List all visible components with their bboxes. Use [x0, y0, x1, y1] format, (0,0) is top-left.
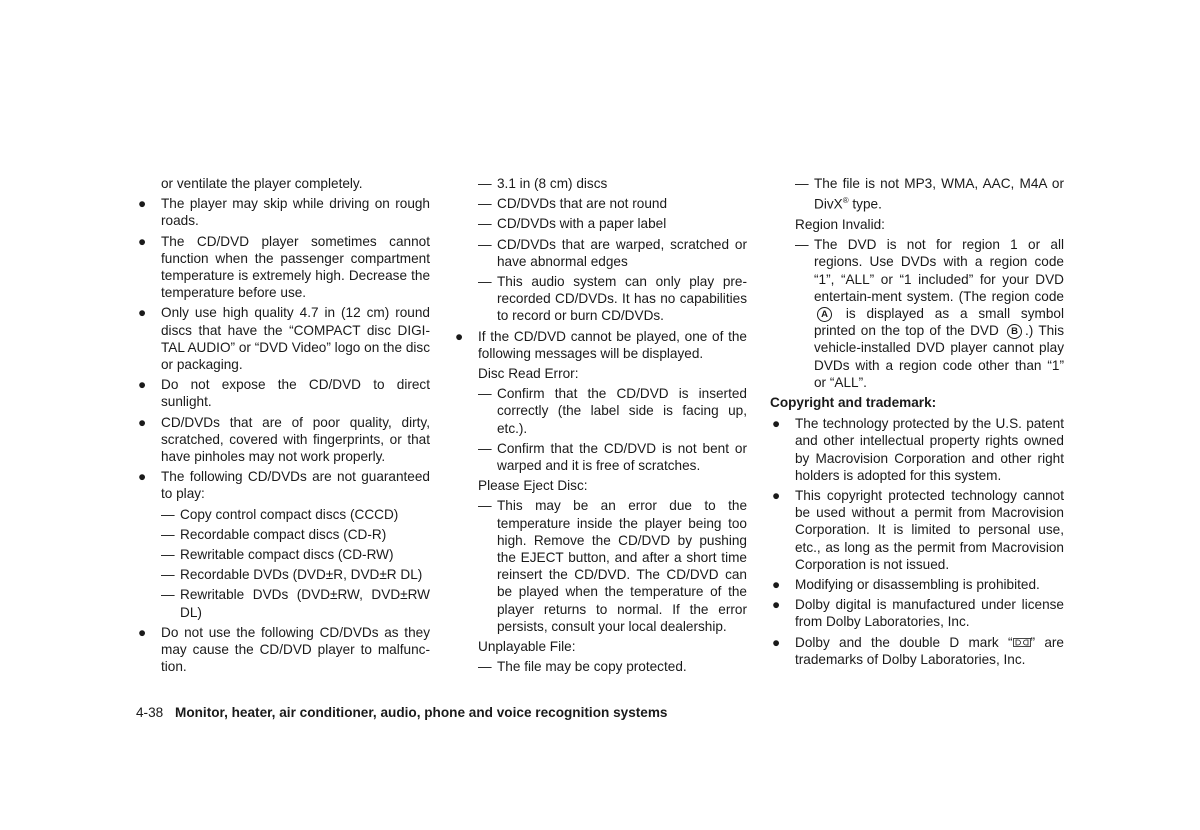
dash-icon: — [161, 587, 175, 603]
dash-text: CD/DVDs with a paper label [497, 216, 667, 232]
column-1 [136, 175, 430, 678]
bullet-item [770, 576, 1064, 593]
dash-text-tail: type. [848, 196, 882, 212]
bullet-item [136, 468, 430, 502]
dash-icon: — [161, 526, 175, 542]
bullet-icon: ● [138, 305, 147, 321]
dash-text: .) This vehicle-installed DVD player cannot play DVDs with a region code other than “1” or “ALL”. [814, 323, 1064, 390]
dash-item [161, 566, 430, 583]
dash-item [478, 175, 747, 192]
dash-text: Confirm that the CD/DVD is not bent or warped and it is free of scratches. [497, 440, 747, 474]
bullet-icon: ● [772, 597, 781, 613]
bullet-icon: ● [455, 328, 464, 344]
dash-text: The DVD is not for region 1 or all regions. Use DVDs with a region code “1”, “ALL” or “1 included” for your DVD entertain-ment system. (The region code [814, 237, 1064, 304]
section-heading: Copyright and trademark: [770, 394, 937, 410]
bullet-icon: ● [772, 487, 781, 503]
bullet-text: Only use high quality 4.7 in (12 cm) round discs that have the “COMPACT disc DIGI-TAL AUDIO” or “DVD Video” logo on the disc or packaging. [161, 305, 430, 373]
dash-item [478, 497, 747, 635]
dash-item [478, 215, 747, 232]
registered-mark: ® [842, 196, 849, 206]
dash-item [161, 586, 430, 620]
dash-icon: — [161, 506, 175, 522]
message-label: Please Eject Disc: [478, 478, 588, 494]
dash-item [161, 506, 430, 523]
dolby-double-d-icon [1013, 638, 1031, 647]
bullet-text: The player may skip while driving on rough roads. [161, 196, 430, 229]
dash-text: Confirm that the CD/DVD is inserted correctly (the label side is facing up, etc.). [497, 386, 747, 436]
bullet-icon: ● [138, 196, 147, 212]
bullet-item [136, 624, 430, 676]
dash-icon: — [478, 196, 492, 212]
bullet-item [770, 634, 1064, 668]
bullet-text: The following CD/DVDs are not guaranteed to play: [161, 469, 430, 502]
dash-icon: — [161, 547, 175, 563]
bullet-text: The technology protected by the U.S. patent and other intellectual property rights owned by Macrovision Corporation and other right holders is adopted for this system. [795, 416, 1064, 483]
bullet-item [770, 487, 1064, 573]
bullet-item [136, 233, 430, 302]
dash-icon: — [478, 216, 492, 232]
bullet-item [136, 376, 430, 410]
dash-icon: — [478, 176, 492, 191]
dash-item [478, 273, 747, 325]
dash-item [161, 546, 430, 563]
intro-continuation: or ventilate the player completely. [161, 176, 363, 191]
bullet-text: If the CD/DVD cannot be played, one of the following messages will be displayed. [478, 328, 747, 361]
bullet-icon: ● [138, 233, 147, 249]
dash-text: The file is not MP3, WMA, AAC, M4A or DivX [814, 176, 1064, 212]
bullet-icon: ● [772, 577, 781, 592]
dash-icon: — [795, 237, 809, 253]
dash-text: 3.1 in (8 cm) discs [497, 176, 608, 191]
bullet-text: Do not use the following CD/DVDs as they may cause the CD/DVD player to malfunc-tion. [161, 624, 430, 675]
page-number: 4-38 [136, 705, 164, 720]
dash-icon: — [478, 274, 492, 290]
dash-text: The file may be copy protected. [497, 659, 687, 675]
bullet-text: Do not expose the CD/DVD to direct sunlight. [161, 377, 430, 410]
bullet-text: ” are trademarks of Dolby Laboratories, Inc. [795, 634, 1064, 667]
dash-text: CD/DVDs that are not round [497, 196, 668, 212]
bullet-text: CD/DVDs that are of poor quality, dirty, scratched, covered with fingerprints, or that have pinholes may not work properly. [161, 414, 430, 465]
bullet-text: This copyright protected technology cannot be used without a permit from Macrovision Corporation. It is limited to personal use, etc., as long as the permit from Macrovision Corporation is not issued. [795, 487, 1064, 572]
bullet-text: Dolby and the double D mark “ [795, 634, 1013, 650]
dash-text: Rewritable compact discs (CD-RW) [180, 547, 394, 563]
dash-item [478, 385, 747, 437]
bullet-item [453, 328, 747, 362]
bullet-icon: ● [772, 416, 781, 432]
dash-text: Rewritable DVDs (DVD±RW, DVD±RW DL) [180, 587, 430, 620]
dash-text: is displayed as a small symbol printed on the top of the DVD [814, 305, 1064, 339]
dash-icon: — [478, 498, 492, 514]
bullet-text: Modifying or disassembling is prohibited. [795, 577, 1040, 592]
section-title: Monitor, heater, air conditioner, audio, phone and voice recognition systems [175, 705, 668, 720]
dash-icon: — [795, 176, 809, 191]
message-label: Unplayable File: [478, 639, 576, 655]
dash-item [161, 526, 430, 543]
bullet-icon: ● [138, 377, 147, 393]
dash-item [795, 236, 1064, 391]
bullet-item [770, 415, 1064, 484]
dash-item [478, 236, 747, 270]
dash-item [478, 195, 747, 212]
page-footer [136, 704, 668, 722]
bullet-text: Dolby digital is manufactured under license from Dolby Laboratories, Inc. [795, 597, 1064, 630]
message-label: Disc Read Error: [478, 366, 579, 382]
dash-item [478, 440, 747, 474]
circled-a-icon: A [817, 307, 832, 322]
dash-icon: — [478, 236, 492, 252]
bullet-icon: ● [138, 624, 147, 640]
bullet-item [136, 304, 430, 373]
column-2 [453, 175, 747, 678]
bullet-item [770, 596, 1064, 630]
bullet-icon: ● [138, 469, 147, 485]
dash-item [478, 658, 747, 675]
dash-text: Recordable compact discs (CD-R) [180, 526, 387, 542]
dash-text: Recordable DVDs (DVD±R, DVD±R DL) [180, 567, 423, 583]
column-3 [770, 175, 1064, 671]
dash-icon: — [478, 440, 492, 456]
dash-item [795, 175, 1064, 213]
message-label: Region Invalid: [795, 216, 885, 232]
bullet-icon: ● [138, 414, 147, 430]
dash-text: CD/DVDs that are warped, scratched or have abnormal edges [497, 236, 747, 269]
dash-icon: — [478, 659, 492, 675]
dash-text: This may be an error due to the temperature inside the player being too high. Remove the CD/DVD by pushing the EJECT button, and after a short time reinsert the CD/DVD. The CD/DVD can be played when the temperature of the player returns to normal. If the error persists, consult your local dealership. [497, 498, 747, 634]
dash-icon: — [161, 567, 175, 583]
circled-b-icon: B [1007, 324, 1022, 339]
dash-text: This audio system can only play pre-recorded CD/DVDs. It has no capabilities to record or burn CD/DVDs. [497, 274, 747, 324]
bullet-item [136, 414, 430, 466]
bullet-item [136, 195, 430, 229]
bullet-icon: ● [772, 634, 781, 650]
bullet-text: The CD/DVD player sometimes cannot function when the passenger compartment temperature is extremely high. Decrease the temperature before use. [161, 233, 430, 301]
dash-icon: — [478, 386, 492, 402]
dash-text: Copy control compact discs (CCCD) [180, 506, 399, 522]
